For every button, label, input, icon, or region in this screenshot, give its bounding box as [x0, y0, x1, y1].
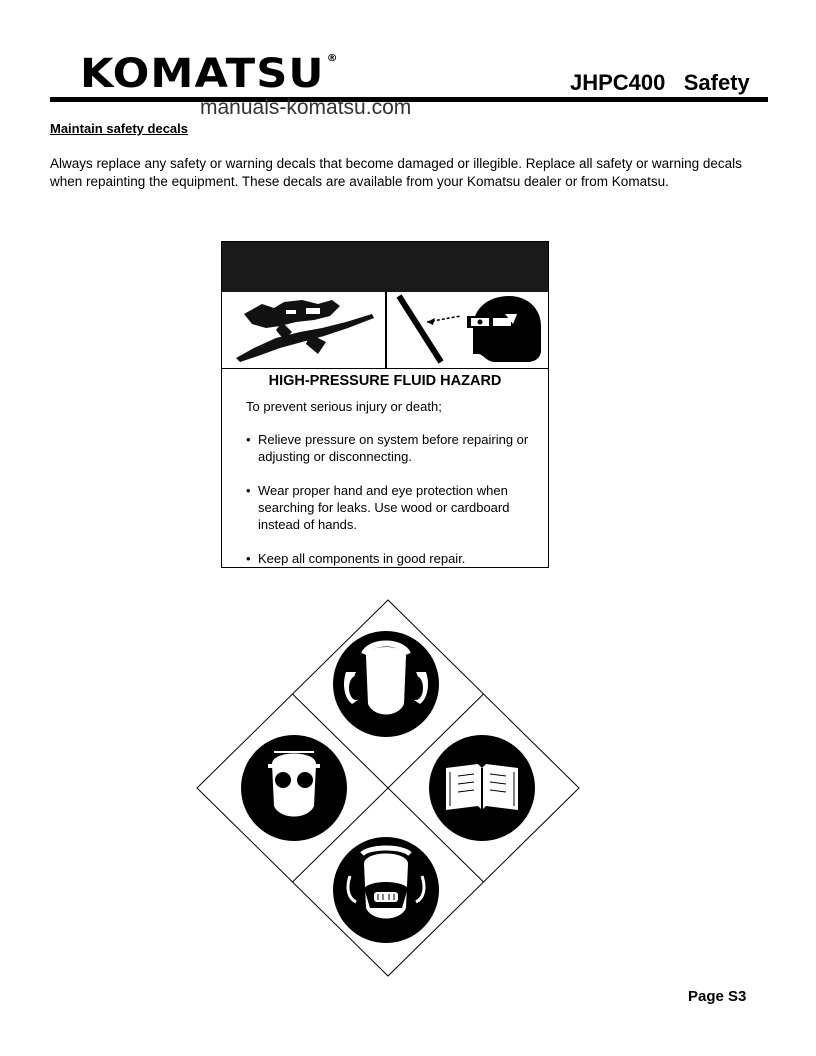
decal-bullet	[246, 431, 546, 465]
ear-protection-icon	[333, 631, 439, 737]
logo-text: KOMATSU	[80, 51, 325, 97]
decal-title: HIGH-PRESSURE FLUID HAZARD	[268, 373, 502, 389]
read-manual-icon	[429, 735, 535, 841]
bullet-glyph: •	[246, 432, 251, 447]
decal-bullet	[246, 482, 546, 533]
section-heading: Maintain safety decals	[50, 121, 188, 136]
decal-body	[246, 398, 546, 584]
bullet-text: Wear proper hand and eye protection when searching for leaks. Use wood or cardboard instead of hands.	[258, 483, 510, 532]
eye-protection-hazard-icon	[387, 292, 549, 368]
bullet-text: Relieve pressure on system before repairing or adjusting or disconnecting.	[258, 432, 529, 464]
document-title: JHPC400 Safety	[570, 70, 750, 95]
bullet-glyph: •	[246, 551, 251, 566]
intro-paragraph: Always replace any safety or warning decals that become damaged or illegible. Replace all safety or warning decals when repainting the equipment. These decals are available from your Komatsu dealer or from Komatsu.	[50, 156, 742, 189]
decal-header-band	[222, 242, 548, 292]
decal-intro: To prevent serious injury or death;	[246, 399, 442, 414]
safety-goggles-icon	[241, 735, 347, 841]
hazard-decal	[221, 241, 549, 568]
page-number: Page S3	[688, 988, 747, 1005]
decal-bullet	[246, 550, 546, 567]
decal-pictograms	[222, 292, 548, 369]
ppe-diamond-decal	[195, 598, 581, 978]
bullet-text: Keep all components in good repair.	[258, 551, 466, 566]
hand-spray-injury-icon	[222, 292, 384, 368]
komatsu-logo	[80, 51, 338, 97]
watermark: manuals-komatsu.com	[200, 96, 412, 119]
respirator-mask-icon	[333, 837, 439, 943]
bullet-glyph: •	[246, 483, 251, 498]
logo-registered-mark: ®	[326, 53, 338, 64]
